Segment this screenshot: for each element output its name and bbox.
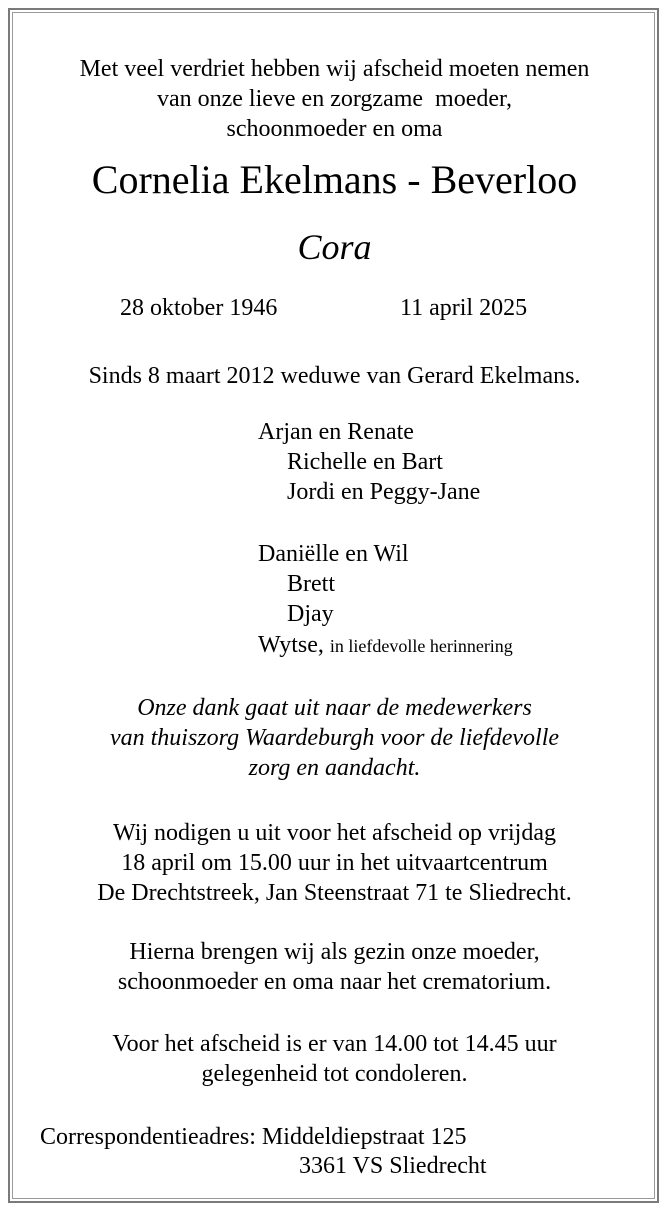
condolence-line-1: Voor het afscheid is er van 14.00 tot 14.45 uur xyxy=(112,1031,557,1057)
thanks-line-2: van thuiszorg Waardeburgh voor de liefdevolle xyxy=(109,725,560,751)
after-line-2: schoonmoeder en oma naar het crematorium. xyxy=(117,969,552,995)
correspondence-city: 3361 VS Sliedrecht xyxy=(299,1153,487,1179)
invitation-line-3: De Drechtstreek, Jan Steenstraat 71 te Sliedrecht. xyxy=(97,880,572,906)
invitation-line-2: 18 april om 15.00 uur in het uitvaartcentrum xyxy=(121,850,548,876)
deceased-name: Cornelia Ekelmans - Beverloo xyxy=(91,157,578,202)
invitation-line-1: Wij nodigen u uit voor het afscheid op vrijdag xyxy=(113,820,556,846)
correspondence-address: Correspondentieadres: Middeldiepstraat 125 xyxy=(40,1124,467,1150)
family-grandchild: Djay xyxy=(287,601,334,627)
remembered-note: in liefdevolle herinnering xyxy=(329,636,513,656)
intro-line-3: schoonmoeder en oma xyxy=(226,116,443,142)
invitation-text xyxy=(0,818,669,908)
condolence-text xyxy=(0,1029,669,1089)
remembered-name: Wytse, xyxy=(258,632,324,658)
intro-line-1: Met veel verdriet hebben wij afscheid moeten nemen xyxy=(79,56,590,82)
family-parents-1: Arjan en Renate xyxy=(258,419,414,445)
family-grandchild: Richelle en Bart xyxy=(287,449,443,475)
death-date: 11 april 2025 xyxy=(400,295,528,321)
family-remembered xyxy=(258,630,513,661)
deceased-nickname: Cora xyxy=(297,227,372,267)
thanks-text xyxy=(0,693,669,783)
intro-line-2: van onze lieve en zorgzame moeder, xyxy=(156,86,513,112)
widow-note: Sinds 8 maart 2012 weduwe van Gerard Ekelmans. xyxy=(88,363,581,389)
after-text xyxy=(0,937,669,997)
intro-text xyxy=(0,54,669,144)
family-grandchild: Jordi en Peggy-Jane xyxy=(287,479,481,505)
thanks-line-1: Onze dank gaat uit naar de medewerkers xyxy=(137,695,532,721)
condolence-line-2: gelegenheid tot condoleren. xyxy=(201,1061,468,1087)
family-grandchild: Brett xyxy=(287,571,335,597)
birth-date: 28 oktober 1946 xyxy=(120,295,278,321)
after-line-1: Hierna brengen wij als gezin onze moeder, xyxy=(129,939,540,965)
family-parents-2: Daniëlle en Wil xyxy=(258,541,409,567)
thanks-line-3: zorg en aandacht. xyxy=(248,755,421,781)
